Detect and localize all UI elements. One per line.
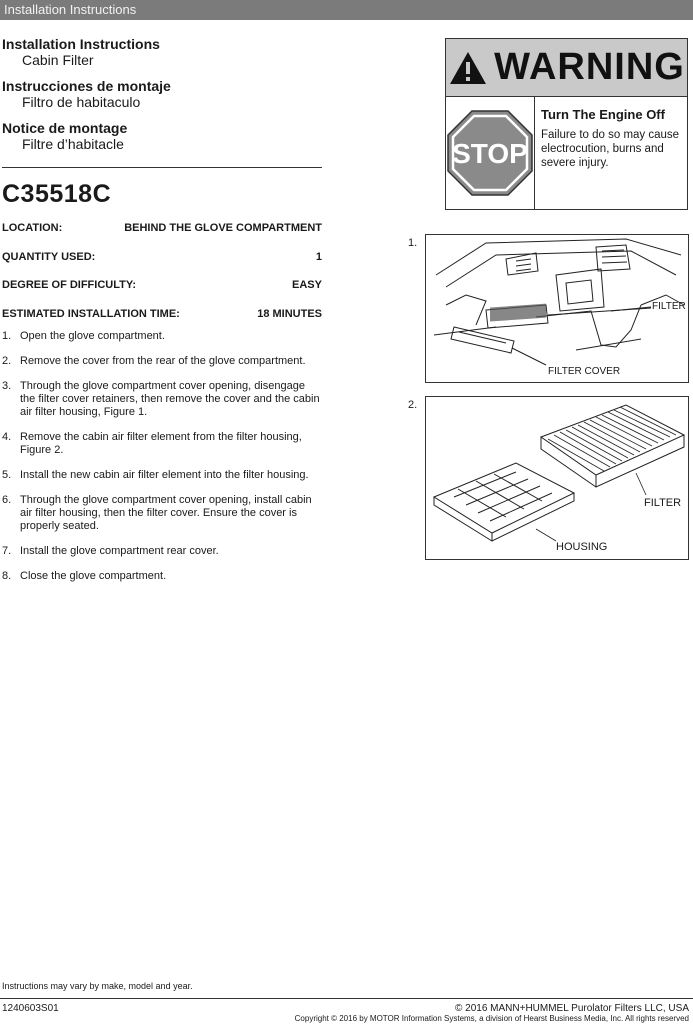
list-item [2, 545, 322, 558]
warning-message: Failure to do so may cause electrocution, burns and severe injury. [541, 129, 680, 169]
list-item [2, 469, 322, 482]
step-number: 4. [2, 431, 12, 443]
figure-2-number: 2. [408, 399, 418, 411]
spec-label: QUANTITY USED: [2, 251, 96, 263]
glove-compartment-illustration [426, 235, 688, 382]
step-text: Install the new cabin air filter element into the filter housing. [20, 469, 309, 481]
list-item [2, 380, 322, 419]
warning-title: WARNING [494, 46, 685, 88]
step-number: 6. [2, 494, 12, 506]
title-english: Installation Instructions [2, 36, 160, 52]
step-number: 1. [2, 330, 12, 342]
document-titles [2, 36, 322, 162]
header-banner: Installation Instructions [0, 0, 693, 20]
figure-1-label-filter-cover: FILTER COVER [548, 366, 621, 377]
title-french: Notice de montage [2, 120, 128, 136]
footer-note: Instructions may vary by make, model and year. [2, 981, 193, 991]
warning-text [535, 97, 687, 209]
list-item [2, 570, 322, 583]
figure-1-number: 1. [408, 237, 418, 249]
list-item [2, 431, 322, 457]
figure-2-label-filter: FILTER [644, 497, 682, 509]
step-number: 5. [2, 469, 12, 481]
document-code: 1240603S01 [2, 1003, 59, 1014]
step-number: 8. [2, 570, 12, 582]
step-text: Remove the cover from the rear of the glove compartment. [20, 355, 306, 367]
figure-2 [425, 396, 689, 560]
spec-time [2, 308, 322, 320]
spec-value: EASY [292, 279, 322, 291]
step-text: Remove the cabin air filter element from the filter housing, Figure 2. [20, 431, 302, 456]
warning-triangle-icon [448, 50, 488, 86]
spec-value: BEHIND THE GLOVE COMPARTMENT [124, 222, 322, 234]
subtitle-french: Filtre d’habitacle [22, 136, 124, 152]
step-number: 7. [2, 545, 12, 557]
spec-value: 18 MINUTES [257, 308, 322, 320]
figure-1 [425, 234, 689, 383]
list-item [2, 494, 322, 533]
copyright-line-1: © 2016 MANN+HUMMEL Purolator Filters LLC, USA [454, 1003, 689, 1014]
subtitle-english: Cabin Filter [22, 52, 94, 68]
subtitle-spanish: Filtro de habitaculo [22, 94, 141, 110]
step-number: 2. [2, 355, 12, 367]
title-spanish: Instrucciones de montaje [2, 78, 171, 94]
step-text: Close the glove compartment. [20, 570, 167, 582]
list-item [2, 355, 322, 368]
spec-difficulty [2, 279, 322, 291]
divider [2, 167, 322, 168]
list-item [2, 330, 322, 343]
stop-sign-icon [446, 109, 534, 197]
warning-header [446, 39, 687, 97]
spec-quantity [2, 251, 322, 263]
spec-label: ESTIMATED INSTALLATION TIME: [2, 308, 180, 320]
filter-housing-illustration [426, 397, 688, 559]
spec-label: LOCATION: [2, 222, 63, 234]
spec-label: DEGREE OF DIFFICULTY: [2, 279, 137, 291]
warning-body [446, 97, 687, 209]
part-number: C35518C [2, 180, 112, 208]
step-number: 3. [2, 380, 12, 392]
step-text: Through the glove compartment cover opening, disengage the filter cover retainers, then remove the cover and the cabin air filter housing, Figure 1. [20, 380, 320, 418]
spec-value: 1 [315, 251, 322, 263]
stop-sign-cell [446, 97, 535, 209]
stop-sign-text: STOP [452, 138, 528, 169]
warning-box [445, 38, 688, 210]
step-text: Install the glove compartment rear cover. [20, 545, 219, 557]
step-text: Through the glove compartment cover opening, install cabin air filter housing, then the filter cover. Ensure the cover is properly seated. [20, 494, 312, 532]
copyright-line-2: Copyright © 2016 by MOTOR Information Systems, a division of Hearst Business Media, Inc. All rights reserved [294, 1014, 689, 1023]
footer-divider [0, 998, 693, 999]
step-text: Open the glove compartment. [20, 330, 165, 342]
spec-location [2, 222, 322, 234]
figure-2-label-housing: HOUSING [556, 541, 608, 553]
figure-1-label-filter: FILTER [652, 301, 686, 312]
installation-steps [2, 330, 322, 595]
warning-subtitle: Turn The Engine Off [541, 107, 665, 122]
